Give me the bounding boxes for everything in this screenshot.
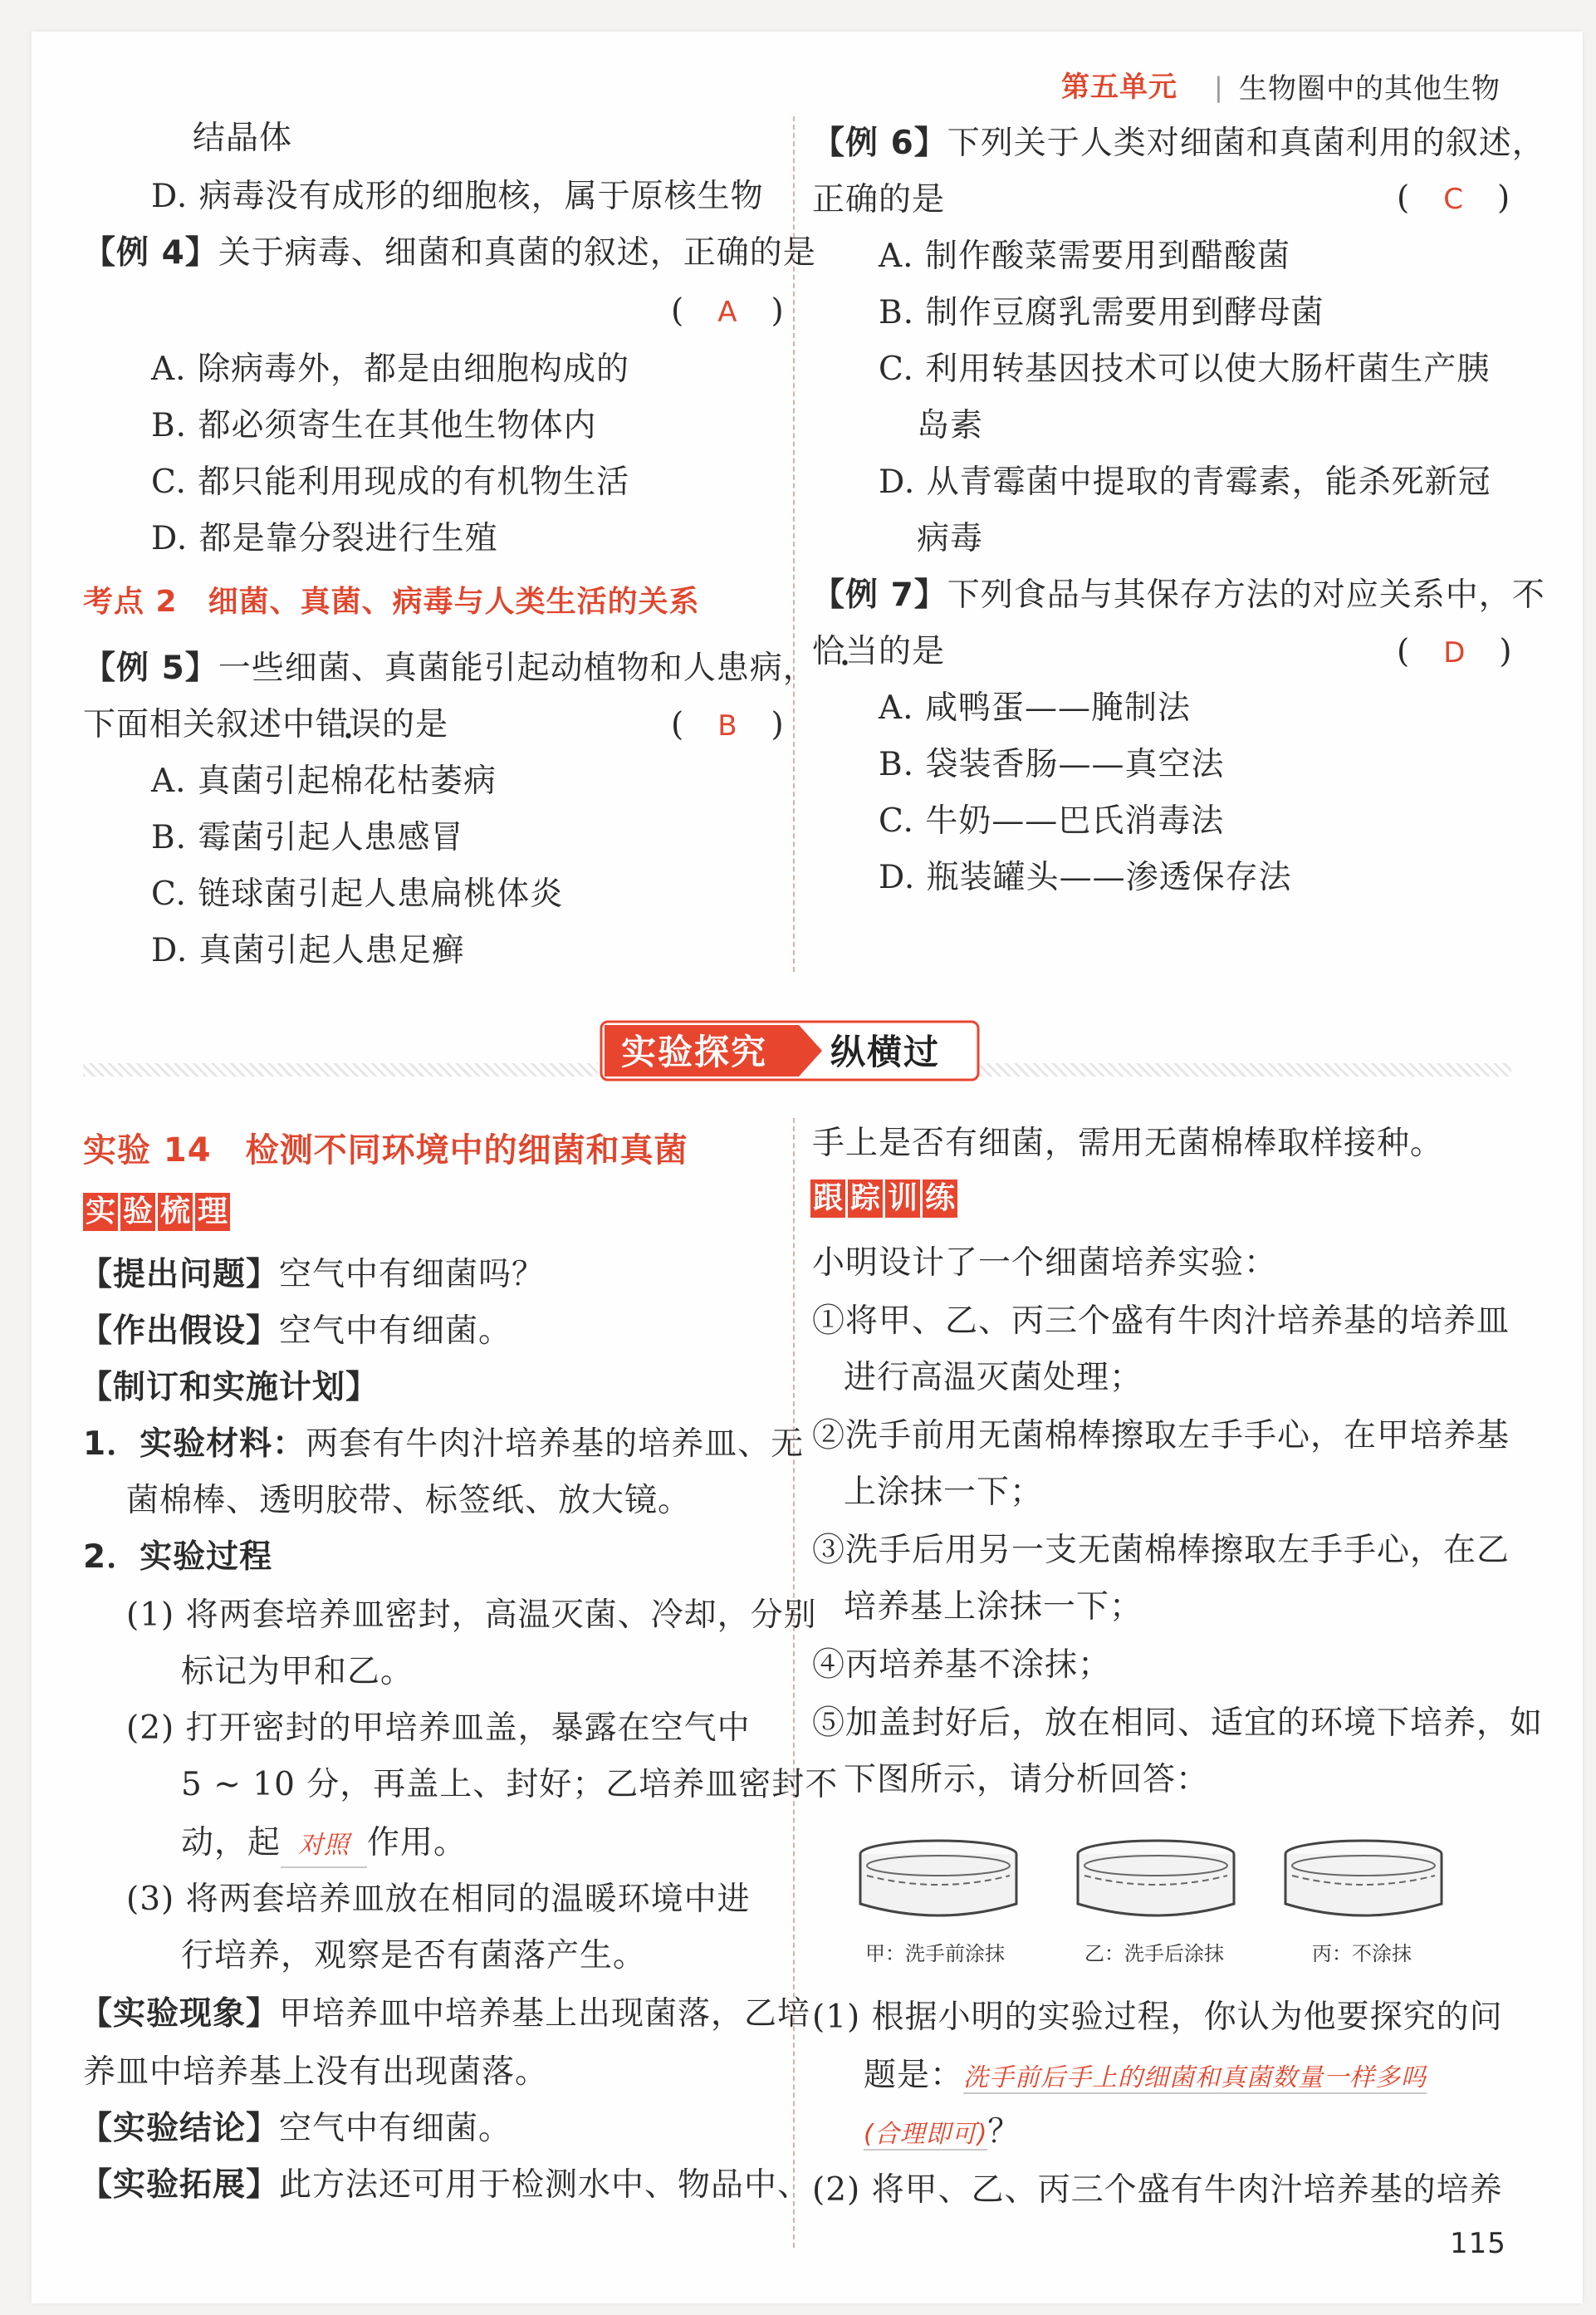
dish-caption-yi: 乙：洗手后涂抹	[1084, 1942, 1224, 1965]
example-4-option-a: A. 除病毒外，都是由细胞构成的	[151, 351, 629, 388]
header-title: 生物圈中的其他生物	[1239, 72, 1501, 105]
training-step-3a: ③洗手后用另一支无菌棉棒擦取左手手心，在乙	[812, 1532, 1510, 1569]
example-7-answer: D	[1443, 636, 1466, 669]
example-5-answer-bracket: ( B )	[671, 706, 785, 743]
example-4-option-b: B. 都必须寄生在其他生物体内	[151, 407, 597, 444]
step-3b: 行培养，观察是否有菌落产生。	[181, 1937, 647, 1974]
dish-caption-jia: 甲：洗手前涂抹	[865, 1942, 1005, 1965]
option-d-prev: D. 病毒没有成形的细胞核，属于原核生物	[151, 178, 764, 215]
example-7-question-1: 下列食品与其保存方法的对应关系中，不	[947, 576, 1545, 614]
example-5-option-a: A. 真菌引起棉花枯萎病	[151, 763, 497, 800]
example-6-option-c-cont: 岛素	[917, 407, 984, 444]
example-7-option-d: D. 瓶装罐头——渗透保存法	[879, 859, 1292, 896]
example-5-question-2a: 下面相关叙述中	[83, 706, 316, 743]
extension-text-2: 手上是否有细菌，需用无菌棉棒取样接种。	[812, 1125, 1444, 1162]
section-char-3: 梳	[158, 1193, 193, 1231]
section-label-genzong-xunlian	[810, 1180, 960, 1218]
example-5-question-2c: 的是	[382, 706, 449, 743]
example-4-option-d: D. 都是靠分裂进行生殖	[151, 520, 498, 557]
page-number: 115	[1450, 2227, 1506, 2260]
petri-dish-yi	[1073, 1836, 1239, 1927]
phenomenon-text-1: 甲培养皿中培养基上出现菌落，乙培	[279, 1995, 811, 2033]
question-text: 空气中有细菌吗？	[279, 1256, 546, 1293]
banner-right-text: 纵横过	[830, 1032, 941, 1072]
training-intro: 小明设计了一个细菌培养实验：	[812, 1244, 1278, 1282]
step-1b: 标记为甲和乙。	[181, 1653, 414, 1690]
example-6-question-1: 下列关于人类对细菌和真菌利用的叙述，	[947, 125, 1545, 162]
material-label: 1．实验材料：	[83, 1425, 306, 1463]
training-step-3b: 培养基上涂抹一下；	[844, 1588, 1143, 1626]
example-4-answer: A	[717, 296, 738, 329]
hypothesis-label: 【作出假设】	[80, 1312, 280, 1350]
example-5-emphasis: 错误	[316, 706, 383, 743]
step-1a: (1) 将两套培养皿密封，高温灭菌、冷却，分别	[126, 1596, 817, 1634]
example-4-answer-bracket: ( A )	[671, 292, 785, 330]
example-5-option-c: C. 链球菌引起人患扁桃体炎	[151, 875, 564, 913]
dish-caption-bing: 丙：不涂抹	[1312, 1942, 1412, 1965]
phenomenon-label: 【实验现象】	[80, 1995, 280, 2033]
banner-left-text: 实验探究	[621, 1032, 768, 1072]
section-char-2: 验	[120, 1193, 155, 1231]
training-char-2: 踪	[848, 1180, 883, 1218]
training-q1-answer-2: (合理即可)	[864, 2120, 988, 2149]
conclusion-text: 空气中有细菌。	[279, 2110, 512, 2147]
example-5-tag: 【例 5】	[83, 650, 218, 687]
kaodian-2-title: 考点 2 细菌、真菌、病毒与人类生活的关系	[83, 585, 700, 619]
training-step-5a: ⑤加盖封好后，放在相同、适宜的环境下培养，如	[812, 1704, 1544, 1742]
example-6-answer-bracket: ( C )	[1397, 179, 1511, 217]
training-q1-answer-1: 洗手前后手上的细菌和真菌数量一样多吗	[963, 2063, 1427, 2092]
process-label: 2．实验过程	[83, 1538, 273, 1576]
unit-label: 第五单元	[1061, 71, 1177, 104]
training-char-3: 训	[885, 1180, 920, 1218]
material-text-2: 菌棉棒、透明胶带、标签纸、放大镜。	[126, 1482, 692, 1519]
banner-hatch-right	[980, 1063, 1511, 1077]
example-5-option-d: D. 真菌引起人患足癣	[151, 932, 465, 969]
extension-text-1: 此方法还可用于检测水中、物品中、	[279, 2166, 811, 2204]
step-2a: (2) 打开密封的甲培养皿盖，暴露在空气中	[126, 1709, 751, 1747]
example-4-question: 关于病毒、细菌和真菌的叙述，正确的是	[218, 234, 816, 272]
example-7-option-b: B. 袋装香肠——真空法	[879, 746, 1225, 783]
training-q2: (2) 将甲、乙、丙三个盛有牛肉汁培养基的培养	[812, 2171, 1503, 2209]
conclusion-label: 【实验结论】	[80, 2110, 280, 2147]
example-4-option-c: C. 都只能利用现成的有机物生活	[151, 463, 630, 501]
example-7-tag: 【例 7】	[812, 576, 947, 614]
training-step-1a: ①将甲、乙、丙三个盛有牛肉汁培养基的培养皿	[812, 1302, 1510, 1340]
example-6-option-d: D. 从青霉菌中提取的青霉素，能杀死新冠	[879, 463, 1491, 501]
example-6-option-b: B. 制作豆腐乳需要用到酵母菌	[879, 294, 1324, 331]
example-7-answer-bracket: ( D )	[1397, 633, 1513, 670]
section-char-4: 理	[195, 1193, 230, 1231]
example-7-emphasis: 恰当	[812, 633, 879, 670]
example-4-tag: 【例 4】	[83, 234, 218, 272]
training-step-5b: 下图所示，请分析回答：	[844, 1761, 1210, 1798]
question-label: 【提出问题】	[80, 1256, 280, 1293]
training-q1-end: ？	[987, 2113, 1021, 2151]
hypothesis-text: 空气中有细菌。	[279, 1312, 512, 1350]
example-7-question-2b: 的是	[879, 633, 946, 670]
phenomenon-text-2: 养皿中培养基上没有出现菌落。	[83, 2053, 549, 2091]
training-char-4: 练	[923, 1180, 957, 1218]
step-3a: (3) 将两套培养皿放在相同的温暖环境中进	[126, 1881, 751, 1918]
example-5-option-b: B. 霉菌引起人患感冒	[151, 819, 464, 856]
extension-label: 【实验拓展】	[80, 2166, 280, 2204]
material-text-1: 两套有牛肉汁培养基的培养皿、无	[306, 1425, 805, 1463]
example-7-option-a: A. 咸鸭蛋——腌制法	[879, 689, 1191, 727]
line-crystal: 结晶体	[193, 120, 293, 157]
step-2c-answer: 对照	[281, 1825, 367, 1868]
step-2b: 5 ~ 10 分，再盖上、封好；乙培养皿密封不	[181, 1766, 839, 1803]
banner-hatch-left	[83, 1063, 598, 1077]
column-divider-bottom	[793, 1118, 795, 2248]
example-6-answer: C	[1443, 183, 1464, 216]
petri-dish-bing	[1280, 1836, 1447, 1927]
training-q1b: 题是：	[864, 2057, 964, 2094]
training-step-2a: ②洗手前用无菌棉棒擦取左手手心，在甲培养基	[812, 1417, 1510, 1454]
training-char-1: 跟	[810, 1180, 845, 1218]
example-5-answer: B	[717, 709, 738, 743]
example-6-option-d-cont: 病毒	[917, 520, 984, 557]
training-step-4: ④丙培养基不涂抹；	[812, 1646, 1112, 1684]
example-6-question-2: 正确的是	[812, 181, 946, 218]
example-5-question-1: 一些细菌、真菌能引起动植物和人患病，	[218, 650, 816, 687]
example-6-option-a: A. 制作酸菜需要用到醋酸菌	[879, 238, 1290, 275]
training-step-2b: 上涂抹一下；	[844, 1474, 1044, 1511]
training-step-1b: 进行高温灭菌处理；	[844, 1359, 1143, 1396]
petri-dish-jia	[855, 1836, 1021, 1927]
section-char-1: 实	[83, 1193, 118, 1231]
experiment-title: 实验 14 检测不同环境中的细菌和真菌	[83, 1131, 688, 1170]
training-q1a: (1) 根据小明的实验过程，你认为他要探究的问	[812, 1999, 1503, 2036]
example-6-tag: 【例 6】	[812, 125, 947, 162]
example-6-option-c: C. 利用转基因技术可以使大肠杆菌生产胰	[879, 351, 1491, 388]
plan-label: 【制订和实施计划】	[80, 1369, 379, 1406]
step-2c-pre: 动，起	[181, 1824, 282, 1861]
header-separator: |	[1214, 71, 1224, 103]
example-7-option-c: C. 牛奶——巴氏消毒法	[879, 802, 1225, 840]
section-label-shiyan-shuli	[83, 1193, 233, 1231]
step-2c-post: 作用。	[367, 1824, 468, 1861]
